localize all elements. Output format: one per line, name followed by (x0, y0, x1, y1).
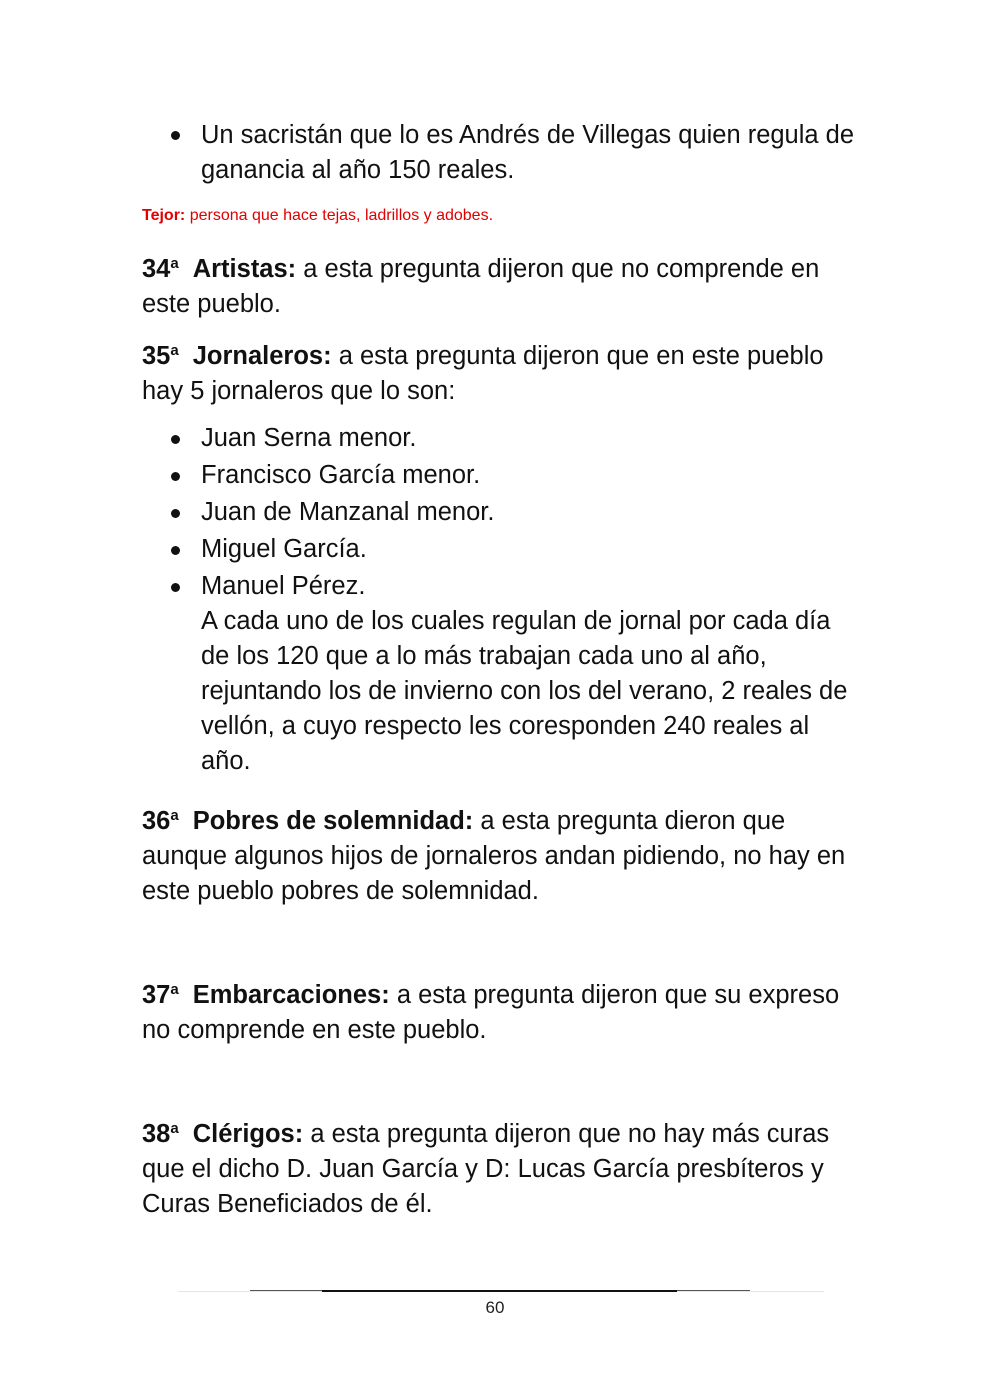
section-number: 35 (142, 342, 171, 370)
section-title: Embarcaciones: (192, 981, 390, 1009)
section-35 (142, 333, 862, 409)
section-text: a esta pregunta dijeron que no comprende en este pueblo. (142, 255, 820, 318)
list-item: Juan de Manzanal menor. (201, 498, 495, 526)
section-number: 37 (142, 981, 171, 1009)
section-title: Clérigos: (192, 1120, 304, 1148)
section-34 (142, 246, 862, 322)
footnote-term: Tejor: (142, 207, 186, 224)
footnote-tejor (142, 206, 493, 226)
ordinal-mark: a (170, 342, 179, 359)
bullet-icon (171, 131, 180, 140)
list-item: Manuel Pérez. (201, 572, 366, 600)
section-title: Jornaleros: (192, 342, 332, 370)
section-title: Pobres de solemnidad: (192, 807, 474, 835)
footer-divider-center (322, 1290, 677, 1292)
bullet-icon (171, 583, 180, 592)
sacristan-item: Un sacristán que lo es Andrés de Villegas quien regula de ganancia al año 150 reales. (201, 121, 855, 184)
section-text: a esta pregunta dijeron que en este pueblo hay 5 jornaleros que lo son: (142, 342, 824, 405)
bullet-icon (171, 546, 180, 555)
bullet-icon (171, 509, 180, 518)
ordinal-mark: a (170, 981, 179, 998)
section-text: a esta pregunta dijeron que su expreso no comprende en este pueblo. (142, 981, 840, 1044)
section-36 (142, 798, 862, 909)
section-37 (142, 972, 862, 1048)
page-number: 60 (485, 1298, 505, 1317)
section-title: Artistas: (192, 255, 297, 283)
section-number: 34 (142, 255, 171, 283)
ordinal-mark: a (170, 1120, 179, 1137)
bullet-icon (171, 435, 180, 444)
jornal-paragraph: A cada uno de los cuales regulan de jornal por cada día de los 120 que a lo más trabajan cada uno al año, rejuntando los de invierno con los del verano, 2 reales de vellón, a cuyo respecto les coresponden 240 reales al año. (201, 607, 848, 775)
section-number: 38 (142, 1120, 171, 1148)
footnote-definition: persona que hace tejas, ladrillos y adobes. (185, 207, 494, 224)
section-text: a esta pregunta dieron que aunque algunos hijos de jornaleros andan pidiendo, no hay en este pueblo pobres de solemnidad. (142, 807, 846, 905)
section-38 (142, 1111, 862, 1222)
section-text: a esta pregunta dijeron que no hay más curas que el dicho D. Juan García y D: Lucas García presbíteros y Curas Beneficiados de él. (142, 1120, 830, 1218)
bullet-icon (171, 472, 180, 481)
section-number: 36 (142, 807, 171, 835)
list-item: Juan Serna menor. (201, 424, 417, 452)
ordinal-mark: a (170, 807, 179, 824)
list-item: Miguel García. (201, 535, 367, 563)
ordinal-mark: a (170, 255, 179, 272)
list-item: Francisco García menor. (201, 461, 481, 489)
